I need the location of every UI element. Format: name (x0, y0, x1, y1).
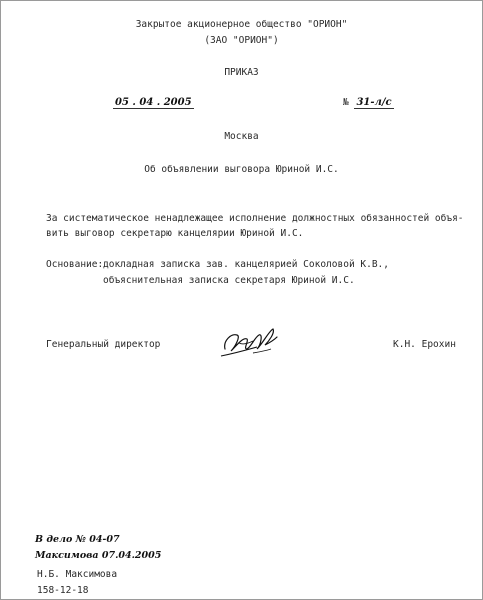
body-line-2: вить выговор секретарю канцелярии Юриной И.С. (46, 228, 304, 239)
org-full-name: Закрытое акционерное общество "ОРИОН" (135, 19, 348, 30)
document-type: ПРИКАЗ (224, 67, 259, 78)
document-place: Москва (224, 131, 259, 142)
date-value: 05 . 04 . 2005 (115, 97, 192, 108)
signer-name: К.Н. Ерохин (393, 339, 456, 350)
filing-note-2: Максимова 07.04.2005 (35, 550, 162, 561)
basis-item-2: объяснительная записка секретаря Юриной И.С. (103, 275, 355, 286)
number-value: 31-л/с (356, 97, 392, 108)
basis-label: Основание: (46, 259, 104, 270)
number-sign: № (343, 97, 349, 108)
filing-note-1: В дело № 04-07 (35, 534, 120, 545)
executor-phone: 158-12-18 (37, 585, 89, 596)
body-line-1: За систематическое ненадлежащее исполнение должностных обязанностей объя- (46, 213, 464, 224)
basis-item-1: докладная записка зав. канцелярией Соколовой К.В., (103, 259, 389, 270)
document-number (343, 97, 394, 108)
document-subject: Об объявлении выговора Юриной И.С. (144, 164, 339, 175)
signer-position: Генеральный директор (46, 339, 161, 350)
executor-name: Н.Б. Максимова (37, 569, 118, 580)
signature-image (213, 323, 285, 363)
org-short-name: (ЗАО "ОРИОН") (204, 35, 279, 46)
document-date (113, 97, 194, 108)
